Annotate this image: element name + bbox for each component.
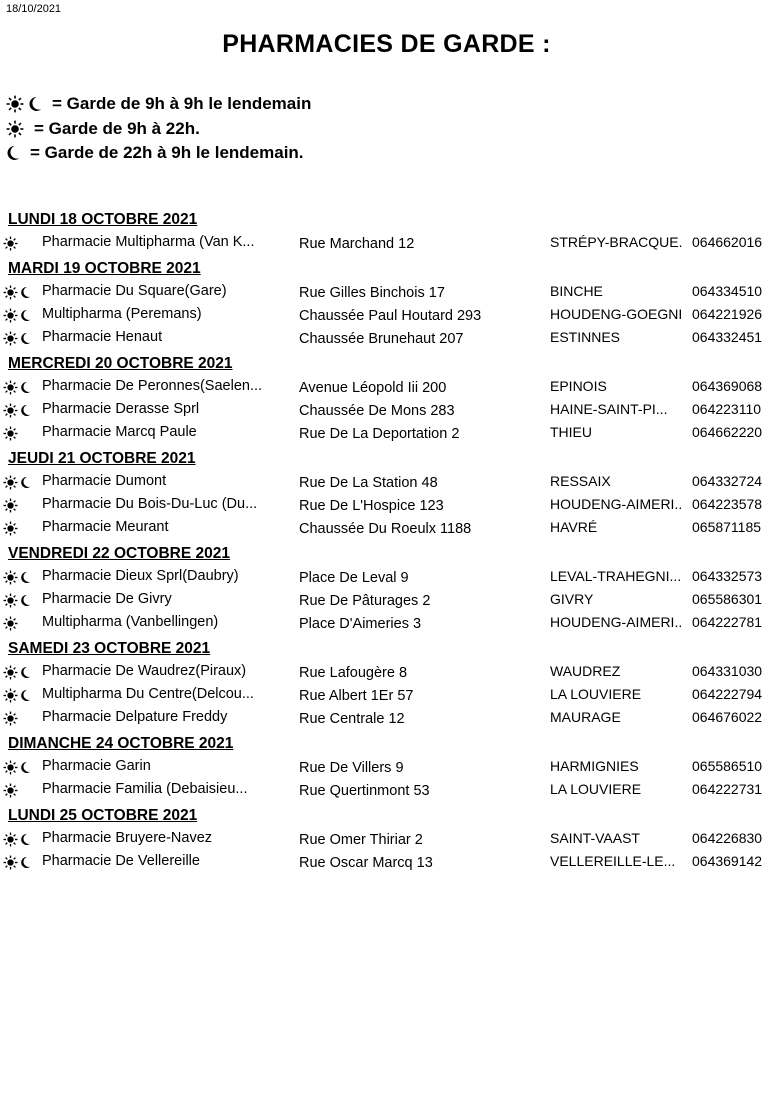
day-heading: MERCREDI 20 OCTOBRE 2021 (8, 355, 233, 372)
pharmacy-city: RESSAIX (550, 473, 611, 489)
pharmacy-name: Pharmacie Marcq Paule (42, 424, 197, 440)
pharmacy-row (0, 778, 773, 801)
shift-icons (3, 855, 31, 870)
pharmacy-address: Rue Marchand 12 (299, 236, 415, 252)
legend-row (6, 141, 311, 166)
sun-icon (3, 616, 18, 631)
moon-icon (20, 666, 31, 679)
day-heading: DIMANCHE 24 OCTOBRE 2021 (8, 735, 234, 752)
pharmacy-phone: 064332724 (692, 473, 763, 489)
pharmacy-phone: 064221926 (692, 306, 763, 322)
pharmacy-name: Multipharma (Peremans) (42, 306, 202, 322)
pharmacy-city: HAINE-SAINT-PI... (550, 401, 668, 417)
pharmacy-phone: 064332573 (692, 568, 763, 584)
pharmacy-phone: 064223578 (692, 496, 763, 512)
shift-icons (3, 616, 18, 631)
sun-icon (3, 665, 18, 680)
moon-icon (20, 856, 31, 869)
shift-icons (3, 285, 31, 300)
sun-icon (3, 475, 18, 490)
pharmacy-phone: 064332451 (692, 329, 763, 345)
pharmacy-address: Avenue Léopold Iii 200 (299, 380, 447, 396)
pharmacy-phone: 064222794 (692, 686, 763, 702)
pharmacy-address: Chaussée Du Roeulx 1188 (299, 521, 472, 537)
day-heading: JEUDI 21 OCTOBRE 2021 (8, 450, 196, 467)
pharmacy-row (0, 470, 773, 493)
pharmacy-name: Pharmacie Du Bois-Du-Luc (Du... (42, 496, 258, 512)
sun-icon (3, 426, 18, 441)
pharmacy-address: Rue Quertinmont 53 (299, 783, 430, 799)
sun-icon (3, 760, 18, 775)
pharmacy-row (0, 493, 773, 516)
pharmacy-list (0, 205, 773, 873)
sun-icon (6, 120, 24, 138)
moon-icon (28, 96, 42, 112)
pharmacy-phone: 064369068 (692, 378, 763, 394)
moon-icon (20, 689, 31, 702)
pharmacy-city: BINCHE (550, 283, 603, 299)
pharmacy-row (0, 660, 773, 683)
pharmacy-name: Pharmacie De Peronnes(Saelen... (42, 378, 263, 394)
day-heading: SAMEDI 23 OCTOBRE 2021 (8, 640, 211, 657)
legend-icons (6, 120, 24, 138)
day-heading: LUNDI 25 OCTOBRE 2021 (8, 807, 198, 824)
legend-text: = Garde de 9h à 22h. (34, 118, 200, 138)
pharmacy-address: Chaussée De Mons 283 (299, 403, 455, 419)
moon-icon (6, 145, 20, 161)
sun-icon (3, 403, 18, 418)
sun-icon (3, 570, 18, 585)
shift-icons (3, 665, 31, 680)
pharmacy-row (0, 421, 773, 444)
pharmacy-name: Pharmacie Garin (42, 758, 151, 774)
shift-icons (3, 426, 18, 441)
pharmacy-phone: 064222781 (692, 614, 763, 630)
legend-row (6, 92, 311, 117)
pharmacy-name: Pharmacie De Vellereille (42, 853, 200, 869)
pharmacy-city: HARMIGNIES (550, 758, 639, 774)
pharmacy-name: Pharmacie De Waudrez(Piraux) (42, 663, 247, 679)
pharmacy-name: Pharmacie Bruyere-Navez (42, 830, 213, 846)
pharmacy-city: EPINOIS (550, 378, 607, 394)
pharmacy-address: Rue Omer Thiriar 2 (299, 832, 423, 848)
moon-icon (20, 476, 31, 489)
shift-icons (3, 688, 31, 703)
pharmacy-address: Place De Leval 9 (299, 570, 409, 586)
pharmacy-row (0, 231, 773, 254)
sun-icon (3, 380, 18, 395)
moon-icon (20, 761, 31, 774)
pharmacy-row (0, 303, 773, 326)
sun-icon (3, 688, 18, 703)
pharmacy-row (0, 706, 773, 729)
shift-icons (3, 475, 31, 490)
pharmacy-address: Place D'Aimeries 3 (299, 616, 422, 632)
pharmacy-city: VELLEREILLE-LE... (550, 853, 676, 869)
pharmacy-address: Rue De La Station 48 (299, 475, 438, 491)
legend (6, 92, 311, 166)
moon-icon (20, 833, 31, 846)
pharmacy-phone: 064369142 (692, 853, 763, 869)
sun-icon (3, 236, 18, 251)
shift-icons (3, 593, 31, 608)
day-heading: MARDI 19 OCTOBRE 2021 (8, 260, 201, 277)
sun-icon (3, 783, 18, 798)
pharmacy-phone: 065586301 (692, 591, 763, 607)
pharmacy-city: HOUDENG-GOEGNI (550, 306, 683, 322)
pharmacy-address: Rue De Pâturages 2 (299, 593, 431, 609)
pharmacy-phone: 065871185 (692, 519, 762, 535)
pharmacy-city: WAUDREZ (550, 663, 621, 679)
pharmacy-city: ESTINNES (550, 329, 621, 345)
pharmacy-address: Rue De La Deportation 2 (299, 426, 460, 442)
pharmacy-name: Multipharma (Vanbellingen) (42, 614, 219, 630)
legend-row (6, 117, 311, 142)
pharmacy-phone: 064226830 (692, 830, 763, 846)
pharmacy-phone: 065586510 (692, 758, 763, 774)
pharmacy-address: Rue Gilles Binchois 17 (299, 285, 445, 301)
pharmacy-row (0, 827, 773, 850)
pharmacy-row (0, 280, 773, 303)
shift-icons (3, 711, 18, 726)
page-title: PHARMACIES DE GARDE : (222, 30, 551, 58)
pharmacy-name: Pharmacie Familia (Debaisieu... (42, 781, 248, 797)
pharmacy-city: HOUDENG-AIMERI.. (550, 496, 683, 512)
pharmacy-name: Pharmacie De Givry (42, 591, 172, 607)
pharmacy-row (0, 611, 773, 634)
moon-icon (20, 309, 31, 322)
pharmacy-row (0, 516, 773, 539)
sun-icon (3, 308, 18, 323)
shift-icons (3, 331, 31, 346)
pharmacy-address: Chaussée Brunehaut 207 (299, 331, 464, 347)
moon-icon (20, 332, 31, 345)
day-heading: LUNDI 18 OCTOBRE 2021 (8, 211, 198, 228)
legend-text: = Garde de 22h à 9h le lendemain. (30, 143, 304, 163)
pharmacy-name: Pharmacie Multipharma (Van K... (42, 234, 255, 250)
moon-icon (20, 286, 31, 299)
pharmacy-address: Rue Lafougère 8 (299, 665, 408, 681)
document-date: 18/10/2021 (6, 3, 62, 15)
moon-icon (20, 594, 31, 607)
pharmacy-city: GIVRY (550, 591, 594, 607)
pharmacy-name: Multipharma Du Centre(Delcou... (42, 686, 254, 702)
legend-text: = Garde de 9h à 9h le lendemain (52, 94, 312, 114)
pharmacy-row (0, 375, 773, 398)
day-heading: VENDREDI 22 OCTOBRE 2021 (8, 545, 230, 562)
pharmacy-row (0, 565, 773, 588)
pharmacy-city: LA LOUVIERE (550, 781, 642, 797)
pharmacy-name: Pharmacie Meurant (42, 519, 169, 535)
shift-icons (3, 308, 31, 323)
shift-icons (3, 832, 31, 847)
pharmacy-row (0, 398, 773, 421)
pharmacy-name: Pharmacie Dieux Sprl(Daubry) (42, 568, 239, 584)
sun-icon (3, 331, 18, 346)
shift-icons (3, 521, 18, 536)
moon-icon (20, 571, 31, 584)
pharmacy-city: MAURAGE (550, 709, 621, 725)
shift-icons (3, 783, 18, 798)
pharmacy-row (0, 326, 773, 349)
pharmacy-name: Pharmacie Henaut (42, 329, 163, 345)
pharmacy-name: Pharmacie Du Square(Gare) (42, 283, 227, 299)
pharmacy-address: Rue Centrale 12 (299, 711, 405, 727)
pharmacy-city: LA LOUVIERE (550, 686, 642, 702)
sun-icon (3, 855, 18, 870)
pharmacy-address: Rue Albert 1Er 57 (299, 688, 414, 704)
pharmacy-city: SAINT-VAAST (550, 830, 640, 846)
legend-icons (6, 95, 42, 113)
sun-icon (3, 285, 18, 300)
pharmacy-city: HAVRÉ (550, 519, 598, 535)
sun-icon (3, 711, 18, 726)
sun-icon (3, 498, 18, 513)
pharmacy-name: Pharmacie Derasse Sprl (42, 401, 200, 417)
pharmacy-city: LEVAL-TRAHEGNI... (550, 568, 682, 584)
pharmacy-row (0, 683, 773, 706)
moon-icon (20, 404, 31, 417)
moon-icon (20, 381, 31, 394)
sun-icon (6, 95, 24, 113)
pharmacy-phone: 064331030 (692, 663, 763, 679)
shift-icons (3, 498, 18, 513)
pharmacy-row (0, 588, 773, 611)
pharmacy-city: STRÉPY-BRACQUE. (550, 234, 683, 250)
pharmacy-phone: 064676022 (692, 709, 763, 725)
pharmacy-phone: 064222731 (692, 781, 763, 797)
pharmacy-city: HOUDENG-AIMERI.. (550, 614, 683, 630)
pharmacy-row (0, 850, 773, 873)
shift-icons (3, 380, 31, 395)
pharmacy-address: Rue Oscar Marcq 13 (299, 855, 433, 871)
shift-icons (3, 760, 31, 775)
pharmacy-row (0, 755, 773, 778)
pharmacy-name: Pharmacie Delpature Freddy (42, 709, 228, 725)
legend-icons (6, 145, 20, 161)
pharmacy-address: Rue De L'Hospice 123 (299, 498, 444, 514)
pharmacy-phone: 064662220 (692, 424, 763, 440)
pharmacy-name: Pharmacie Dumont (42, 473, 167, 489)
pharmacy-phone: 064334510 (692, 283, 763, 299)
pharmacy-phone: 064223110 (692, 401, 762, 417)
sun-icon (3, 521, 18, 536)
shift-icons (3, 236, 18, 251)
shift-icons (3, 570, 31, 585)
pharmacy-phone: 064662016 (692, 234, 763, 250)
pharmacy-city: THIEU (550, 424, 592, 440)
shift-icons (3, 403, 31, 418)
pharmacy-address: Chaussée Paul Houtard 293 (299, 308, 482, 324)
sun-icon (3, 593, 18, 608)
sun-icon (3, 832, 18, 847)
pharmacy-address: Rue De Villers 9 (299, 760, 404, 776)
